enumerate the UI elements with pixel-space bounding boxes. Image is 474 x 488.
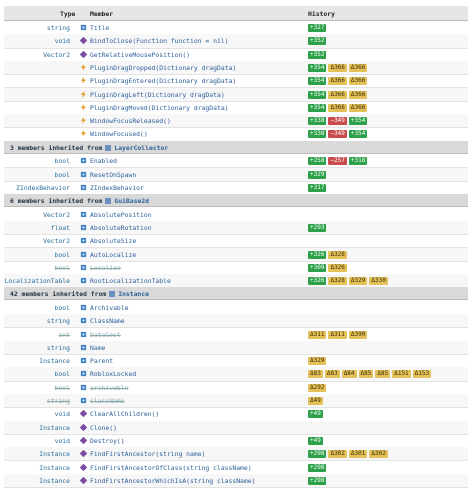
table-row bbox=[4, 461, 468, 475]
table-row bbox=[4, 61, 468, 75]
table-row bbox=[4, 407, 468, 421]
history-badge[interactable]: +318 bbox=[350, 157, 366, 165]
member-type[interactable]: ZIndexBehavior bbox=[16, 183, 70, 192]
member-type[interactable]: LocalizationTable bbox=[4, 277, 70, 286]
history-badge[interactable]: +352 bbox=[310, 37, 325, 45]
member-type[interactable]: float bbox=[50, 223, 70, 232]
history-badge[interactable]: Δ151 bbox=[394, 370, 409, 378]
table-row bbox=[4, 168, 468, 182]
property-icon bbox=[80, 184, 87, 191]
member-name-link[interactable]: AutoLocalize bbox=[90, 250, 137, 259]
history-badge[interactable]: +49 bbox=[310, 436, 321, 444]
member-name-link[interactable]: PluginDragDropped(Dictionary dragData) bbox=[90, 63, 237, 72]
table-row bbox=[4, 21, 468, 35]
property-icon bbox=[80, 357, 87, 364]
member-type[interactable]: bool bbox=[54, 370, 70, 379]
event-icon bbox=[80, 64, 87, 71]
member-type[interactable]: string bbox=[46, 317, 70, 326]
inherited-members-section[interactable] bbox=[4, 194, 468, 207]
table-row bbox=[4, 34, 468, 48]
table-row bbox=[4, 154, 468, 168]
history-badge[interactable]: +326 bbox=[310, 277, 325, 285]
history-badge[interactable]: +298 bbox=[310, 476, 325, 484]
event-icon bbox=[80, 104, 87, 111]
history-badge[interactable]: Δ83 bbox=[326, 370, 338, 378]
member-type[interactable]: bool bbox=[54, 170, 70, 179]
inherited-members-section[interactable] bbox=[4, 141, 468, 154]
member-type[interactable]: Instance bbox=[39, 476, 70, 485]
class-link[interactable]: LayerCollector bbox=[114, 143, 169, 152]
function-icon bbox=[80, 410, 87, 417]
member-type[interactable]: void bbox=[54, 436, 70, 445]
history-badge[interactable]: +293 bbox=[310, 223, 325, 231]
history-badge[interactable]: Δ302 bbox=[330, 450, 345, 458]
history-badge[interactable]: Δ329 bbox=[310, 357, 325, 365]
property-icon bbox=[80, 24, 87, 31]
table-row bbox=[4, 381, 468, 395]
event-icon bbox=[80, 130, 87, 137]
member-name-link[interactable]: ZIndexBehavior bbox=[90, 183, 144, 192]
history-badge[interactable]: Δ84 bbox=[343, 370, 355, 378]
member-name-link[interactable]: BindToClose(Function function = nil) bbox=[90, 37, 229, 46]
history-badges bbox=[308, 263, 349, 272]
table-row bbox=[4, 447, 468, 461]
history-badges bbox=[308, 170, 328, 179]
history-badges bbox=[308, 276, 390, 285]
table-row bbox=[4, 101, 468, 115]
history-badges bbox=[308, 383, 328, 392]
history-badge[interactable]: +49 bbox=[310, 410, 321, 418]
history-badge[interactable]: +298 bbox=[310, 463, 325, 471]
member-name-link[interactable]: archivable bbox=[90, 383, 129, 392]
table-row bbox=[4, 341, 468, 355]
property-icon bbox=[80, 211, 87, 218]
history-badges bbox=[308, 369, 433, 378]
table-row bbox=[4, 301, 468, 315]
header-type: Type bbox=[60, 10, 76, 18]
history-badge[interactable]: −349 bbox=[330, 130, 345, 138]
history-badges bbox=[308, 23, 328, 32]
member-name-link[interactable]: AbsoluteSize bbox=[90, 237, 137, 246]
class-link[interactable]: GuiBase2d bbox=[114, 197, 149, 206]
history-badge[interactable]: Δ366 bbox=[350, 90, 366, 98]
property-icon bbox=[80, 157, 87, 164]
member-name-link[interactable]: Parent bbox=[90, 357, 114, 366]
function-icon bbox=[80, 37, 87, 44]
history-badge[interactable]: Δ366 bbox=[350, 63, 366, 71]
function-icon bbox=[80, 437, 87, 444]
history-badge[interactable]: Δ301 bbox=[350, 450, 366, 458]
member-name-link[interactable]: Name bbox=[90, 343, 106, 352]
function-icon bbox=[80, 450, 87, 457]
history-badge[interactable]: +309 bbox=[310, 263, 325, 271]
property-icon bbox=[80, 237, 87, 244]
history-badge[interactable]: Δ328 bbox=[330, 277, 345, 285]
member-name-link[interactable]: FindFirstAncestorOfClass(string className) bbox=[90, 463, 252, 472]
property-icon bbox=[80, 344, 87, 351]
function-icon bbox=[80, 51, 87, 58]
section-label bbox=[10, 197, 149, 205]
history-badges bbox=[308, 36, 328, 45]
member-name-link[interactable]: Enabled bbox=[90, 157, 117, 166]
table-row bbox=[4, 114, 468, 128]
history-badge[interactable]: Δ366 bbox=[330, 103, 345, 111]
member-name-link[interactable]: FindFirstAncestorWhichIsA(string className) bbox=[90, 476, 256, 485]
history-badge[interactable]: Δ153 bbox=[414, 370, 430, 378]
member-name-link[interactable]: Title bbox=[90, 24, 110, 32]
history-badge[interactable]: Δ85 bbox=[377, 370, 389, 378]
history-badge[interactable]: Δ366 bbox=[350, 77, 366, 85]
member-type[interactable]: Instance bbox=[39, 450, 70, 459]
table-row bbox=[4, 181, 468, 195]
member-type[interactable]: void bbox=[54, 410, 70, 419]
header-member: Member bbox=[90, 10, 114, 18]
history-badge[interactable]: Δ366 bbox=[330, 77, 345, 85]
history-badges bbox=[308, 50, 328, 59]
history-badge[interactable]: +338 bbox=[310, 130, 325, 138]
history-badge[interactable]: Δ390 bbox=[350, 330, 366, 338]
history-badges bbox=[308, 476, 328, 485]
member-name-link[interactable]: GetRelativeMousePosition() bbox=[90, 50, 191, 59]
history-badge[interactable]: +327 bbox=[310, 24, 325, 31]
member-type[interactable]: Vector2 bbox=[43, 210, 70, 219]
history-badge[interactable]: Δ302 bbox=[371, 450, 386, 458]
section-label bbox=[10, 290, 149, 298]
property-icon bbox=[80, 264, 87, 271]
member-name-link[interactable]: PluginDragMoved(Dictionary dragData) bbox=[90, 103, 229, 112]
history-badge[interactable]: Δ366 bbox=[330, 63, 345, 71]
table-row bbox=[4, 208, 468, 222]
history-badges bbox=[308, 116, 369, 125]
member-type[interactable]: bool bbox=[54, 250, 70, 259]
member-name-link[interactable]: WindowFocused() bbox=[90, 130, 148, 139]
history-badge[interactable]: Δ311 bbox=[330, 330, 345, 338]
history-badges bbox=[308, 250, 349, 259]
member-type[interactable]: bool bbox=[54, 303, 70, 312]
table-row bbox=[4, 354, 468, 368]
member-type[interactable]: string bbox=[46, 343, 70, 352]
member-name-link[interactable]: RootLocalizationTable bbox=[90, 277, 171, 286]
member-type[interactable]: Vector2 bbox=[43, 50, 70, 59]
table-row bbox=[4, 421, 468, 435]
history-badge[interactable]: Δ49 bbox=[310, 397, 321, 404]
table-header bbox=[4, 6, 468, 21]
member-name-link[interactable]: Localize bbox=[90, 263, 121, 272]
property-icon bbox=[80, 317, 87, 324]
member-type[interactable]: bool bbox=[54, 157, 70, 166]
member-type[interactable]: string bbox=[46, 397, 70, 405]
member-name-link[interactable]: Destroy() bbox=[90, 436, 125, 445]
table-row bbox=[4, 434, 468, 448]
function-icon bbox=[80, 464, 87, 471]
table-row bbox=[4, 221, 468, 235]
history-badge[interactable]: Δ329 bbox=[350, 277, 366, 285]
member-name-link[interactable]: FindFirstAncestor(string name) bbox=[90, 450, 206, 459]
class-icon bbox=[105, 145, 111, 151]
history-badges bbox=[308, 330, 369, 339]
function-icon bbox=[80, 424, 87, 431]
member-name-link[interactable]: ResetOnSpawn bbox=[90, 170, 137, 179]
member-name-link[interactable]: Archivable bbox=[90, 303, 129, 312]
history-badge[interactable]: Δ330 bbox=[371, 277, 386, 285]
history-badge[interactable]: Δ326 bbox=[330, 263, 345, 271]
history-badge[interactable]: +352 bbox=[310, 50, 325, 58]
history-badge[interactable]: +354 bbox=[310, 63, 325, 71]
table-row bbox=[4, 88, 468, 102]
member-name-link[interactable]: PluginDragEntered(Dictionary dragData) bbox=[90, 77, 237, 86]
member-name-link[interactable]: Clone() bbox=[90, 423, 117, 432]
member-name-link[interactable]: AbsoluteRotation bbox=[90, 223, 152, 232]
member-name-link[interactable]: className bbox=[90, 397, 125, 405]
history-badges bbox=[308, 463, 328, 472]
history-badge[interactable]: −257 bbox=[330, 157, 345, 165]
table-row bbox=[4, 314, 468, 328]
member-name-link[interactable]: ClearAllChildren() bbox=[90, 410, 160, 419]
section-prefix: 42 members inherited from bbox=[10, 290, 107, 299]
table-row bbox=[4, 394, 468, 408]
section-prefix: 3 members inherited from bbox=[10, 143, 103, 152]
property-icon bbox=[80, 370, 87, 377]
history-badge[interactable]: +298 bbox=[310, 450, 325, 458]
property-icon bbox=[80, 397, 87, 404]
history-badge[interactable]: Δ311 bbox=[310, 330, 325, 338]
property-icon bbox=[80, 304, 87, 311]
event-icon bbox=[80, 91, 87, 98]
member-name-link[interactable]: RobloxLocked bbox=[90, 370, 137, 379]
history-badge[interactable]: +258 bbox=[310, 157, 325, 165]
history-badges bbox=[308, 103, 369, 112]
history-badges bbox=[308, 409, 325, 418]
table-row bbox=[4, 48, 468, 62]
history-badge[interactable]: +354 bbox=[350, 117, 366, 125]
history-badges bbox=[308, 76, 369, 85]
history-badges bbox=[308, 396, 325, 405]
history-badge[interactable]: +354 bbox=[350, 130, 366, 138]
section-label bbox=[10, 144, 168, 152]
table-row bbox=[4, 127, 468, 141]
table-row bbox=[4, 248, 468, 262]
section-prefix: 6 members inherited from bbox=[10, 197, 103, 206]
member-type[interactable]: bool bbox=[54, 263, 70, 272]
member-type[interactable]: Instance bbox=[39, 463, 70, 472]
history-badges bbox=[308, 356, 328, 365]
table-row bbox=[4, 328, 468, 342]
history-badge[interactable]: +329 bbox=[310, 170, 325, 178]
history-badges bbox=[308, 436, 325, 445]
history-badge[interactable]: +354 bbox=[310, 77, 325, 85]
member-type[interactable]: Instance bbox=[39, 423, 70, 432]
history-badge[interactable]: +326 bbox=[310, 250, 325, 258]
event-icon bbox=[80, 117, 87, 124]
history-badge[interactable]: Δ366 bbox=[350, 103, 366, 111]
history-badge[interactable]: Δ85 bbox=[360, 370, 372, 378]
history-badges bbox=[308, 156, 369, 165]
table-row bbox=[4, 234, 468, 248]
property-icon bbox=[80, 224, 87, 231]
member-name-link[interactable]: PluginDragLeft(Dictionary dragData) bbox=[90, 90, 225, 99]
member-type[interactable]: Vector2 bbox=[43, 237, 70, 246]
history-badges bbox=[308, 223, 328, 232]
history-badge[interactable]: Δ83 bbox=[310, 370, 321, 378]
property-icon bbox=[80, 331, 87, 338]
member-type[interactable]: bool bbox=[54, 383, 70, 392]
history-badge[interactable]: +338 bbox=[310, 117, 325, 125]
history-badge[interactable]: +354 bbox=[310, 90, 325, 98]
history-badge[interactable]: +317 bbox=[310, 183, 325, 191]
member-type[interactable]: void bbox=[54, 37, 70, 46]
history-badges bbox=[308, 183, 328, 192]
table-row bbox=[4, 261, 468, 275]
history-badges bbox=[308, 90, 369, 99]
member-type[interactable]: Instance bbox=[39, 357, 70, 366]
member-name-link[interactable]: ClassName bbox=[90, 317, 125, 326]
history-badge[interactable]: Δ366 bbox=[330, 90, 345, 98]
inherited-members-section[interactable] bbox=[4, 287, 468, 300]
member-name-link[interactable]: WindowFocusReleased() bbox=[90, 117, 171, 126]
property-icon bbox=[80, 384, 87, 391]
header-history: History bbox=[308, 10, 335, 18]
history-badge[interactable]: Δ292 bbox=[310, 383, 325, 391]
function-icon bbox=[80, 477, 87, 484]
history-badge[interactable]: −349 bbox=[330, 117, 345, 125]
class-link[interactable]: Instance bbox=[118, 290, 149, 299]
history-badges bbox=[308, 63, 369, 72]
property-icon bbox=[80, 277, 87, 284]
history-badge[interactable]: Δ328 bbox=[330, 250, 345, 258]
table-row bbox=[4, 274, 468, 288]
member-name-link[interactable]: AbsolutePosition bbox=[90, 210, 152, 219]
history-badges bbox=[308, 129, 369, 138]
class-icon bbox=[109, 291, 115, 297]
property-icon bbox=[80, 251, 87, 258]
table-row bbox=[4, 474, 468, 488]
table-row bbox=[4, 74, 468, 88]
event-icon bbox=[80, 77, 87, 84]
history-badge[interactable]: +354 bbox=[310, 103, 325, 111]
history-badges bbox=[308, 449, 390, 458]
class-icon bbox=[105, 198, 111, 204]
member-type[interactable]: string bbox=[46, 24, 70, 32]
property-icon bbox=[80, 171, 87, 178]
member-type[interactable]: int bbox=[58, 330, 70, 339]
member-name-link[interactable]: DataCost bbox=[90, 330, 121, 339]
table-row bbox=[4, 367, 468, 381]
